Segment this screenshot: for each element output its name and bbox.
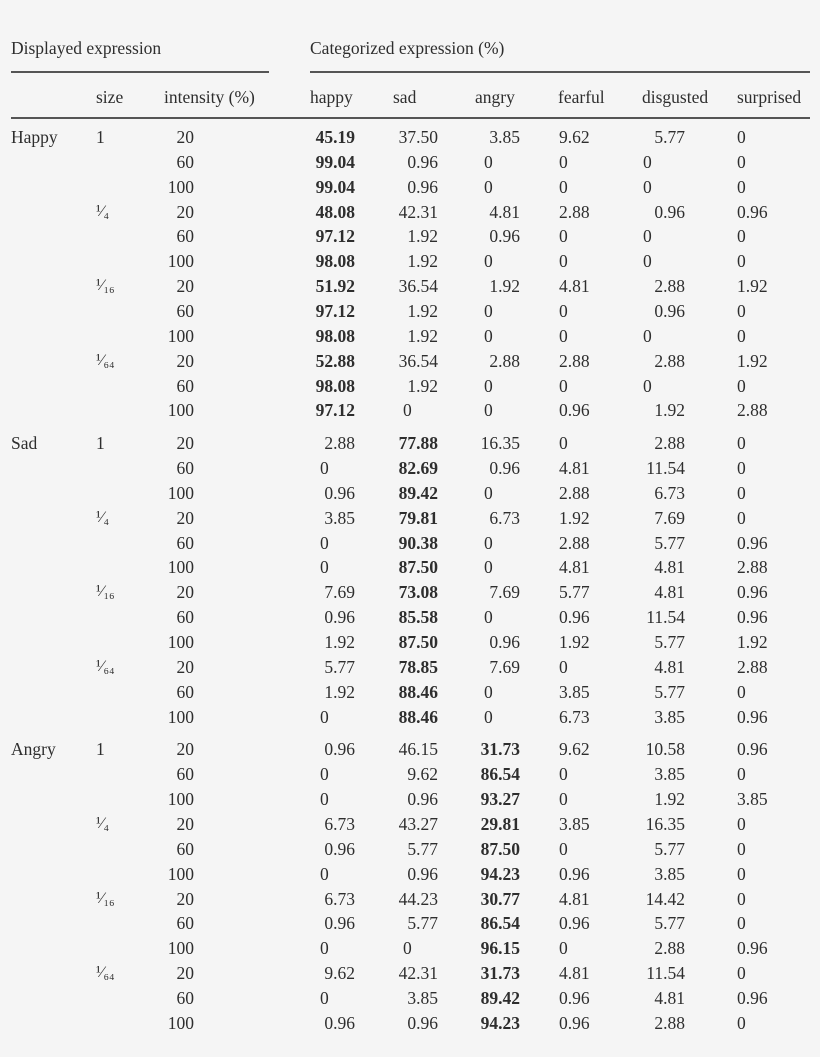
cell-sad: 89.42 [398,482,438,503]
cell-happy: 1.92 [324,632,355,652]
cell-sad: 46.15 [398,739,438,760]
col-header-happy: happy [310,87,353,107]
cell-disgusted: 2.88 [654,1012,685,1033]
cell-sad: 5.77 [407,913,438,934]
intensity-cell: 20 [176,582,194,603]
cell-surprised: 1.92 [737,350,768,371]
cell-happy: 0 [320,987,329,1008]
cell-sad: 73.08 [398,582,438,603]
cell-fearful: 0 [559,764,568,785]
cell-happy: 0 [320,557,329,578]
cell-fearful: 0 [559,251,568,272]
cell-surprised: 0 [737,764,746,785]
size-label: ¹⁄₁₆ [96,583,115,601]
cell-disgusted: 1.92 [654,400,685,421]
cell-fearful: 0.96 [559,987,590,1008]
cell-surprised: 0 [737,838,746,859]
cell-fearful: 4.81 [559,276,590,297]
intensity-cell: 60 [176,987,194,1008]
intensity-cell: 100 [167,557,194,578]
cell-angry: 1.92 [489,276,520,297]
col-header-intensity: intensity (%) [164,87,255,107]
cell-sad: 85.58 [398,607,438,628]
cell-sad: 43.27 [398,813,438,834]
row-expression-label: Happy [11,127,58,147]
intensity-cell: 100 [167,863,194,884]
cell-happy: 1.92 [324,681,355,702]
cell-angry: 86.54 [480,764,520,785]
cell-fearful: 2.88 [559,201,590,222]
cell-angry: 0 [484,176,493,197]
cell-disgusted: 4.81 [654,656,685,677]
cell-happy: 3.85 [324,507,355,528]
cell-surprised: 0.96 [737,582,768,603]
cell-happy: 0.96 [324,607,355,628]
cell-happy: 45.19 [315,127,355,147]
cell-surprised: 1.92 [737,276,768,297]
group-header-displayed: Displayed expression [11,38,162,58]
col-header-size: size [96,87,124,107]
cell-surprised: 0 [737,226,746,247]
intensity-cell: 60 [176,681,194,702]
cell-happy: 0.96 [324,913,355,934]
cell-happy: 0.96 [324,838,355,859]
cell-angry: 31.73 [480,739,520,760]
cell-surprised: 0 [737,507,746,528]
cell-disgusted: 5.77 [654,127,685,147]
cell-fearful: 0 [559,300,568,321]
cell-angry: 6.73 [489,507,520,528]
cell-angry: 2.88 [489,350,520,371]
intensity-cell: 60 [176,458,194,479]
cell-sad: 0 [403,400,412,421]
cell-surprised: 0 [737,913,746,934]
cell-sad: 36.54 [398,276,438,297]
cell-disgusted: 5.77 [654,681,685,702]
intensity-cell: 60 [176,151,194,172]
cell-fearful: 5.77 [559,582,590,603]
cell-disgusted: 0 [643,151,652,172]
cell-surprised: 0.96 [737,607,768,628]
cell-fearful: 0 [559,938,568,959]
cell-disgusted: 1.92 [654,789,685,810]
cell-happy: 0 [320,532,329,553]
cell-disgusted: 10.58 [645,739,685,760]
cell-happy: 0.96 [324,1012,355,1033]
cell-sad: 42.31 [398,963,438,984]
cell-angry: 0 [484,375,493,396]
cell-disgusted: 0 [643,325,652,346]
cell-happy: 0 [320,706,329,727]
intensity-cell: 100 [167,632,194,652]
intensity-cell: 20 [176,963,194,984]
cell-happy: 98.08 [315,251,355,272]
cell-surprised: 0.96 [737,201,768,222]
intensity-cell: 100 [167,706,194,727]
cell-angry: 0 [484,557,493,578]
intensity-cell: 60 [176,607,194,628]
cell-fearful: 0 [559,789,568,810]
cell-sad: 9.62 [407,764,438,785]
size-label: ¹⁄₆₄ [96,351,115,369]
cell-surprised: 2.88 [737,557,768,578]
cell-surprised: 0 [737,681,746,702]
cell-angry: 7.69 [489,656,520,677]
cell-happy: 99.04 [315,176,355,197]
cell-disgusted: 0 [643,375,652,396]
cell-angry: 0 [484,681,493,702]
intensity-cell: 20 [176,276,194,297]
cell-angry: 0 [484,482,493,503]
cell-sad: 37.50 [398,127,438,147]
cell-fearful: 2.88 [559,532,590,553]
cell-surprised: 2.88 [737,400,768,421]
cell-happy: 0.96 [324,482,355,503]
cell-happy: 98.08 [315,325,355,346]
cell-disgusted: 2.88 [654,276,685,297]
cell-happy: 0.96 [324,739,355,760]
intensity-cell: 20 [176,350,194,371]
size-label: ¹⁄₆₄ [96,964,115,982]
cell-sad: 87.50 [398,632,438,652]
cell-surprised: 0 [737,151,746,172]
cell-disgusted: 14.42 [645,888,685,909]
cell-sad: 0.96 [407,1012,438,1033]
cell-angry: 31.73 [480,963,520,984]
cell-fearful: 4.81 [559,963,590,984]
cell-angry: 0 [484,151,493,172]
cell-surprised: 0 [737,458,746,479]
size-label: ¹⁄₄ [96,202,110,220]
cell-fearful: 0.96 [559,913,590,934]
size-label: 1 [96,127,105,147]
cell-fearful: 3.85 [559,813,590,834]
cell-fearful: 2.88 [559,350,590,371]
cell-disgusted: 4.81 [654,582,685,603]
cell-happy: 0 [320,938,329,959]
intensity-cell: 60 [176,913,194,934]
cell-sad: 0.96 [407,151,438,172]
cell-angry: 94.23 [480,1012,520,1033]
cell-angry: 0.96 [489,632,520,652]
cell-fearful: 0 [559,151,568,172]
cell-sad: 1.92 [407,226,438,247]
cell-happy: 97.12 [315,400,355,421]
cell-surprised: 2.88 [737,656,768,677]
cell-happy: 6.73 [324,888,355,909]
cell-disgusted: 0.96 [654,201,685,222]
cell-angry: 0 [484,607,493,628]
cell-surprised: 0 [737,176,746,197]
cell-disgusted: 5.77 [654,838,685,859]
cell-sad: 77.88 [398,433,438,454]
cell-angry: 0 [484,251,493,272]
cell-happy: 9.62 [324,963,355,984]
cell-fearful: 0.96 [559,863,590,884]
intensity-cell: 100 [167,789,194,810]
cell-surprised: 0 [737,1012,746,1033]
intensity-cell: 60 [176,532,194,553]
cell-fearful: 4.81 [559,458,590,479]
cell-sad: 42.31 [398,201,438,222]
cell-sad: 79.81 [398,507,438,528]
cell-surprised: 0.96 [737,706,768,727]
cell-angry: 0 [484,400,493,421]
cell-happy: 5.77 [324,656,355,677]
cell-angry: 7.69 [489,582,520,603]
size-label: ¹⁄₁₆ [96,889,115,907]
cell-happy: 0 [320,458,329,479]
cell-fearful: 2.88 [559,482,590,503]
intensity-cell: 20 [176,201,194,222]
cell-fearful: 0 [559,375,568,396]
cell-sad: 1.92 [407,300,438,321]
group-header-categorized: Categorized expression (%) [310,38,505,58]
cell-angry: 0 [484,300,493,321]
cell-surprised: 0.96 [737,532,768,553]
cell-sad: 1.92 [407,375,438,396]
col-header-fearful: fearful [558,87,605,107]
cell-surprised: 0 [737,863,746,884]
cell-fearful: 0 [559,226,568,247]
cell-disgusted: 2.88 [654,433,685,454]
cell-happy: 48.08 [315,201,355,222]
size-label: ¹⁄₄ [96,814,110,832]
cell-happy: 99.04 [315,151,355,172]
cell-angry: 0 [484,706,493,727]
cell-surprised: 0 [737,375,746,396]
intensity-cell: 20 [176,127,194,147]
cell-fearful: 1.92 [559,632,590,652]
cell-sad: 3.85 [407,987,438,1008]
cell-sad: 1.92 [407,325,438,346]
cell-sad: 5.77 [407,838,438,859]
cell-disgusted: 3.85 [654,706,685,727]
intensity-cell: 60 [176,300,194,321]
cell-happy: 97.12 [315,226,355,247]
cell-surprised: 0 [737,433,746,454]
row-expression-label: Sad [11,433,38,454]
cell-fearful: 0.96 [559,400,590,421]
intensity-cell: 20 [176,888,194,909]
cell-disgusted: 0 [643,176,652,197]
cell-surprised: 0 [737,482,746,503]
cell-sad: 44.23 [398,888,438,909]
cell-sad: 0.96 [407,176,438,197]
cell-happy: 0 [320,863,329,884]
cell-fearful: 6.73 [559,706,590,727]
cell-sad: 82.69 [398,458,438,479]
cell-angry: 3.85 [489,127,520,147]
cell-surprised: 0 [737,813,746,834]
intensity-cell: 60 [176,226,194,247]
cell-disgusted: 16.35 [645,813,685,834]
cell-happy: 52.88 [315,350,355,371]
intensity-cell: 20 [176,507,194,528]
header-rule-bottom [11,117,810,119]
cell-surprised: 0 [737,963,746,984]
cell-disgusted: 4.81 [654,557,685,578]
cell-fearful: 9.62 [559,739,590,760]
cell-fearful: 4.81 [559,888,590,909]
cell-surprised: 0.96 [737,739,768,760]
cell-angry: 0 [484,325,493,346]
cell-fearful: 1.92 [559,507,590,528]
cell-fearful: 0 [559,656,568,677]
col-header-sad: sad [393,87,417,107]
cell-fearful: 0.96 [559,1012,590,1033]
intensity-cell: 20 [176,813,194,834]
cell-happy: 0 [320,789,329,810]
col-header-angry: angry [475,87,515,107]
cell-disgusted: 0 [643,226,652,247]
cell-angry: 0.96 [489,226,520,247]
cell-disgusted: 11.54 [646,963,685,984]
cell-angry: 96.15 [480,938,520,959]
cell-sad: 1.92 [407,251,438,272]
cell-angry: 86.54 [480,913,520,934]
cell-angry: 93.27 [480,789,520,810]
cell-angry: 0 [484,532,493,553]
size-label: 1 [96,433,105,454]
size-label: ¹⁄₄ [96,508,110,526]
cell-surprised: 0.96 [737,938,768,959]
cell-disgusted: 3.85 [654,764,685,785]
cell-disgusted: 5.77 [654,913,685,934]
cell-disgusted: 2.88 [654,350,685,371]
cell-sad: 0.96 [407,789,438,810]
cell-fearful: 0 [559,325,568,346]
cell-disgusted: 0.96 [654,300,685,321]
cell-sad: 88.46 [398,706,438,727]
cell-angry: 29.81 [480,813,520,834]
intensity-cell: 100 [167,325,194,346]
col-header-disgusted: disgusted [642,87,709,107]
cell-disgusted: 6.73 [654,482,685,503]
cell-fearful: 4.81 [559,557,590,578]
intensity-cell: 100 [167,176,194,197]
intensity-cell: 60 [176,838,194,859]
cell-disgusted: 11.54 [646,458,685,479]
intensity-cell: 20 [176,433,194,454]
cell-disgusted: 5.77 [654,532,685,553]
cell-angry: 4.81 [489,201,520,222]
intensity-cell: 60 [176,375,194,396]
cell-angry: 89.42 [480,987,520,1008]
cell-angry: 94.23 [480,863,520,884]
intensity-cell: 100 [167,400,194,421]
intensity-cell: 60 [176,764,194,785]
cell-sad: 36.54 [398,350,438,371]
intensity-cell: 100 [167,482,194,503]
cell-happy: 0 [320,764,329,785]
cell-fearful: 3.85 [559,681,590,702]
cell-sad: 90.38 [398,532,438,553]
cell-disgusted: 7.69 [654,507,685,528]
cell-surprised: 3.85 [737,789,768,810]
cell-disgusted: 4.81 [654,987,685,1008]
cell-sad: 0.96 [407,863,438,884]
cell-sad: 87.50 [398,557,438,578]
cell-fearful: 0 [559,176,568,197]
cell-happy: 7.69 [324,582,355,603]
cell-disgusted: 2.88 [654,938,685,959]
cell-disgusted: 3.85 [654,863,685,884]
cell-happy: 97.12 [315,300,355,321]
cell-surprised: 1.92 [737,632,768,652]
size-label: ¹⁄₁₆ [96,277,115,295]
cell-sad: 0 [403,938,412,959]
cell-sad: 88.46 [398,681,438,702]
cell-surprised: 0 [737,300,746,321]
cell-surprised: 0 [737,251,746,272]
cell-happy: 6.73 [324,813,355,834]
cell-fearful: 9.62 [559,127,590,147]
cell-angry: 87.50 [480,838,520,859]
cell-fearful: 0.96 [559,607,590,628]
cell-fearful: 0 [559,433,568,454]
size-label: ¹⁄₆₄ [96,657,115,675]
col-header-surprised: surprised [737,87,802,107]
cell-disgusted: 11.54 [646,607,685,628]
intensity-cell: 100 [167,1012,194,1033]
cell-angry: 30.77 [480,888,520,909]
cell-disgusted: 0 [643,251,652,272]
intensity-cell: 20 [176,656,194,677]
cell-surprised: 0 [737,127,746,147]
cell-sad: 78.85 [398,656,438,677]
cell-surprised: 0.96 [737,987,768,1008]
cell-happy: 2.88 [324,433,355,454]
row-expression-label: Angry [11,739,56,760]
cell-happy: 98.08 [315,375,355,396]
cell-happy: 51.92 [315,276,355,297]
header-rule-right [310,71,810,73]
header-rule-left [11,71,269,73]
cell-angry: 16.35 [480,433,520,454]
cell-surprised: 0 [737,888,746,909]
cell-surprised: 0 [737,325,746,346]
cell-angry: 0.96 [489,458,520,479]
intensity-cell: 100 [167,938,194,959]
intensity-cell: 20 [176,739,194,760]
cell-disgusted: 5.77 [654,632,685,652]
cell-fearful: 0 [559,838,568,859]
intensity-cell: 100 [167,251,194,272]
size-label: 1 [96,739,105,760]
